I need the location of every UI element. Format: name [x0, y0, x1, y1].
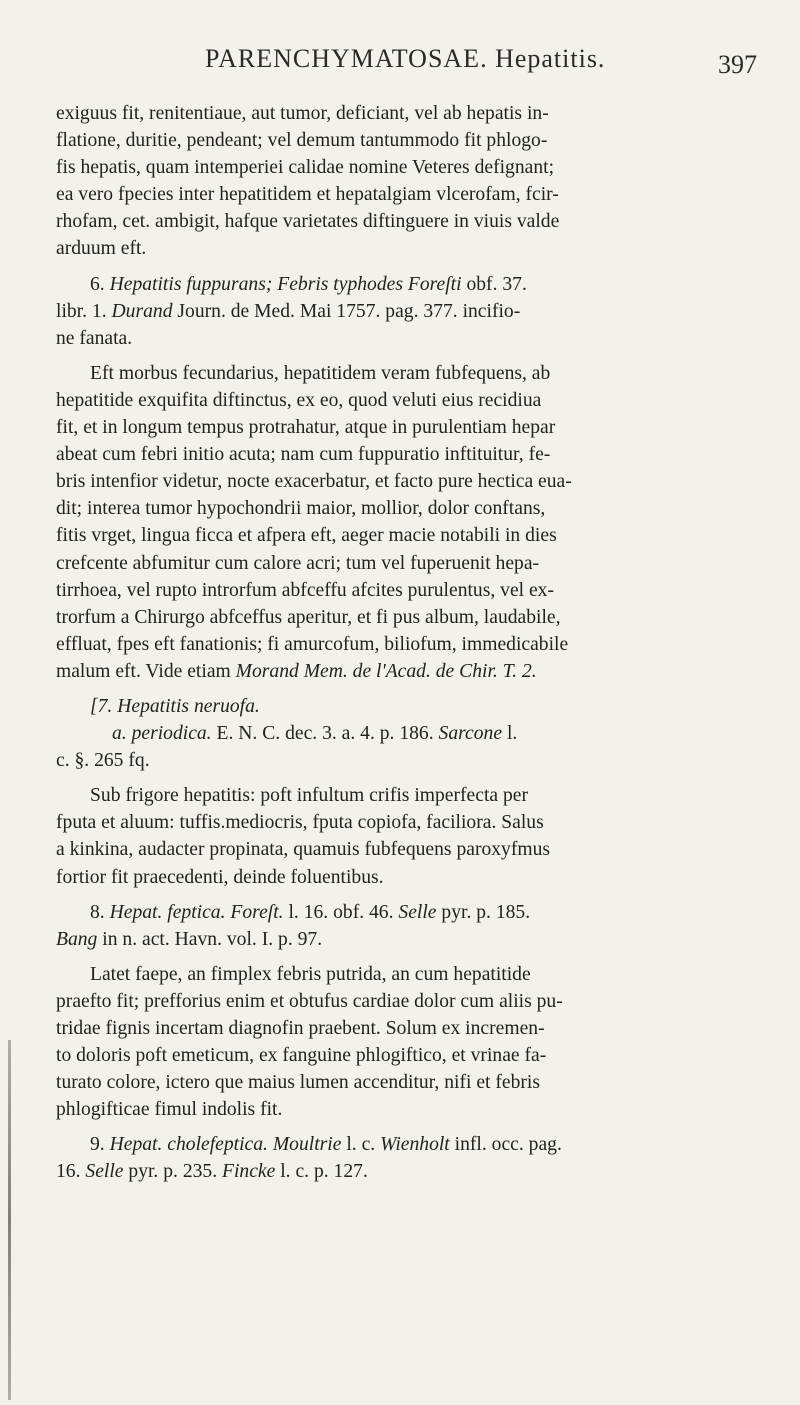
entry-9	[56, 1131, 770, 1185]
page-header	[0, 44, 800, 84]
text-line: to doloris poft emeticum, ex fanguine phlogiftico, et vrinae fa-	[56, 1045, 547, 1067]
text-line: fputa et aluum: tuffis.mediocris, fputa copiofa, faciliora. Salus	[56, 812, 544, 834]
text-line: a kinkina, audacter propinata, quamuis fubfequens paroxyfmus	[56, 839, 551, 861]
entry-heading: 8. Hepat. feptica. Foreſt. l. 16. obf. 46. Selle pyr. p. 185.	[90, 901, 531, 923]
text-line: fit, et in longum tempus protrahatur, atque in purulentiam hepar	[56, 417, 556, 439]
text-line: fitis vrget, lingua ficca et afpera eft, aeger macie notabili in dies	[56, 525, 557, 547]
text-line: Latet faepe, an fimplex febris putrida, an cum hepatitide	[90, 963, 531, 985]
entry-6	[56, 271, 770, 352]
page-body	[56, 100, 770, 1186]
entry-reference: Bang in n. act. Havn. vol. I. p. 97.	[56, 928, 323, 950]
paragraph-continuation	[56, 100, 770, 263]
entry-reference: ne fanata.	[56, 327, 133, 349]
text-line: fortior fit praecedenti, deinde foluentibus.	[56, 866, 384, 888]
text-line: bris intenfior videtur, nocte exacerbatur, et facto pure hectica eua-	[56, 471, 572, 493]
text-line: rhofam, cet. ambigit, hafque varietates diftinguere in viuis valde	[56, 211, 560, 233]
text-line: abeat cum febri initio acuta; nam cum fuppuratio inftituitur, fe-	[56, 444, 551, 466]
entry-reference: 16. Selle pyr. p. 235. Fincke l. c. p. 127.	[56, 1161, 368, 1183]
paragraph-description	[56, 782, 770, 890]
running-title: PARENCHYMATOSAE. Hepatitis.	[205, 44, 606, 73]
entry-heading: 9. Hepat. cholefeptica. Moultrie l. c. Wienholt infl. occ. pag.	[90, 1134, 562, 1156]
entry-reference: libr. 1. Durand Journ. de Med. Mai 1757. pag. 377. incifio-	[56, 300, 521, 322]
text-line: crefcente abfumitur cum calore acri; tum vel fuperuenit hepa-	[56, 552, 540, 574]
text-line: fis hepatis, quam intemperiei calidae nomine Veteres defignant;	[56, 157, 555, 179]
text-line: exiguus fit, renitentiaue, aut tumor, deficiant, vel ab hepatis in-	[56, 103, 549, 124]
text-line: turato colore, ictero que maius lumen accenditur, nifi et febris	[56, 1072, 540, 1094]
text-line: trorfum a Chirurgo abfceffus aperitur, et fi pus album, laudabile,	[56, 606, 561, 628]
text-line: tridae fignis incertam diagnofin praebent. Solum ex incremen-	[56, 1018, 545, 1039]
text-line: flatione, duritie, pendeant; vel demum tantummodo fit phlogo-	[56, 130, 548, 152]
text-line: tirrhoea, vel rupto introrfum abfceffu afcites purulentus, vel ex-	[56, 579, 555, 601]
citation: Morand Mem. de l'Acad. de Chir. T. 2.	[235, 660, 537, 682]
text-line: ea vero fpecies inter hepatitidem et hepatalgiam vlcerofam, fcir-	[56, 184, 559, 206]
entry-reference: c. §. 265 fq.	[56, 750, 150, 772]
text-line: dit; interea tumor hypochondrii maior, mollior, dolor conftans,	[56, 498, 546, 520]
entry-8	[56, 899, 770, 953]
text-line: praefto fit; prefforius enim et obtufus cardiae dolor cum aliis pu-	[56, 990, 563, 1012]
text-line: effluat, fpes eft fanationis; fi amurcofum, biliofum, immedicabile	[56, 633, 569, 655]
paragraph-description	[56, 360, 770, 685]
entry-heading: 6. Hepatitis fuppurans; Febris typhodes Foreſti obf. 37.	[90, 273, 527, 295]
page-number: 397	[718, 50, 757, 79]
paragraph-description	[56, 961, 770, 1124]
text-line: malum eft. Vide etiam Morand Mem. de l'Acad. de Chir. T. 2.	[56, 660, 537, 682]
text-line: Eft morbus fecundarius, hepatitidem veram fubfequens, ab	[90, 362, 551, 384]
page-gutter-shadow	[8, 1040, 11, 1400]
text-line: phlogifticae fimul indolis fit.	[56, 1099, 283, 1121]
text-line: arduum eft.	[56, 238, 147, 260]
text-line: hepatitide exquifita diftinctus, ex eo, quod veluti eius recidiua	[56, 389, 542, 411]
entry-7	[56, 693, 770, 774]
text-line: Sub frigore hepatitis: poft infultum crifis imperfecta per	[90, 785, 529, 807]
entry-heading: [7. Hepatitis neruofa.	[90, 695, 260, 717]
entry-subheading: a. periodica. E. N. C. dec. 3. a. 4. p. 186. Sarcone l.	[112, 723, 518, 745]
